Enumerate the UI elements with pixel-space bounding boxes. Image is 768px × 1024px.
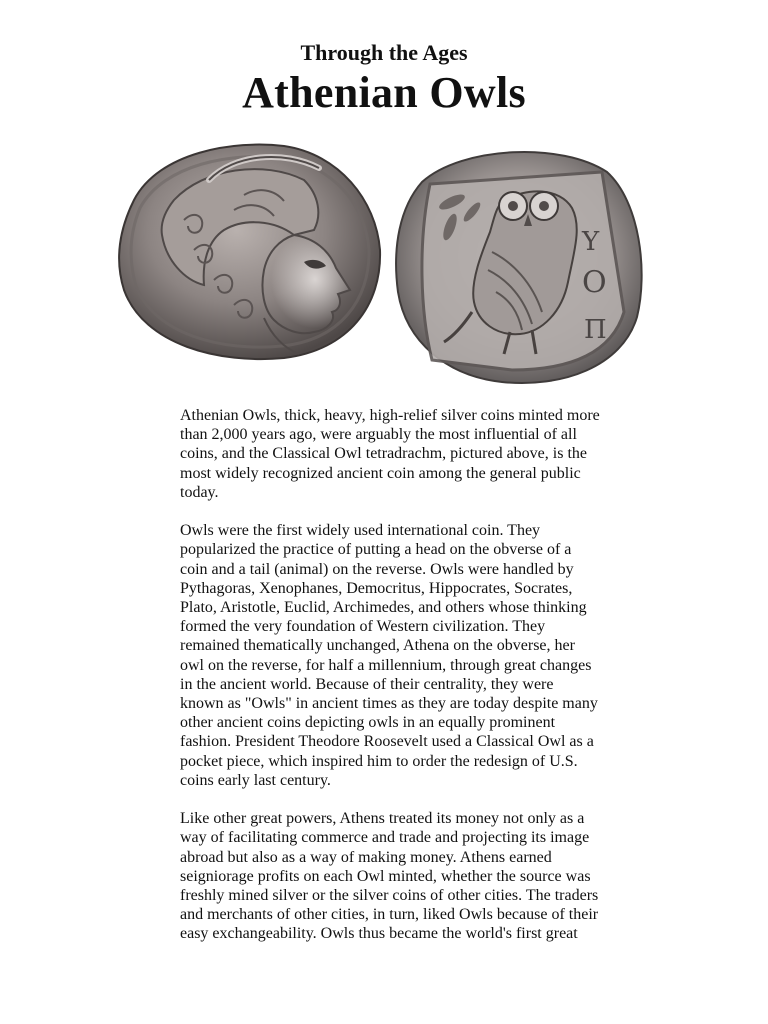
page-kicker: Through the Ages xyxy=(300,40,468,65)
legend-letter-pi: Π xyxy=(584,315,607,345)
paragraph-3: Like other great powers, Athens treated its money not only as a way of facilitating commerce and trade and projecting its image abroad but also as a way of making money. Athens earned seigniorage profits on each Owl minted, whether the source was freshly mined silver or the silver coins of other cities. The traders and merchants of other cities, in turn, liked Owls because of their easy exchangeability. Owls thus became the world's first great xyxy=(180,810,599,943)
page-title: Athenian Owls xyxy=(242,68,526,117)
paragraph-1: Athenian Owls, thick, heavy, high-relief silver coins minted more than 2,000 years ago, were arguably the most influential of all coins, and the Classical Owl tetradrachm, pictured above, is the most widely recognized ancient coin among the general public today. xyxy=(180,407,600,501)
legend-letter-upsilon: Υ xyxy=(582,227,600,257)
owl-coin-image xyxy=(392,142,646,388)
athena-coin-image xyxy=(114,140,382,362)
article-body xyxy=(180,406,600,963)
legend-letter-omicron: Ο xyxy=(582,265,607,300)
paragraph-2: Owls were the first widely used international coin. They popularized the practice of putting a head on the obverse of a coin and a tail (animal) on the reverse. Owls were handled by Pythagoras, Xenophanes, Democritus, Hippocrates, Socrates, Plato, Aristotle, Euclid, Archimedes, and others whose thinking formed the very foundation of Western civilization. They remained thematically unchanged, Athena on the obverse, her owl on the reverse, for half a millennium, through great changes in the ancient world. Because of their centrality, they were known as "Owls" in ancient times as they are today despite many other ancient coins depicting owls in an equally prominent fashion. President Theodore Roosevelt used a Classical Owl as a pocket piece, which inspired him to order the redesign of U.S. coins early last century. xyxy=(180,522,598,789)
